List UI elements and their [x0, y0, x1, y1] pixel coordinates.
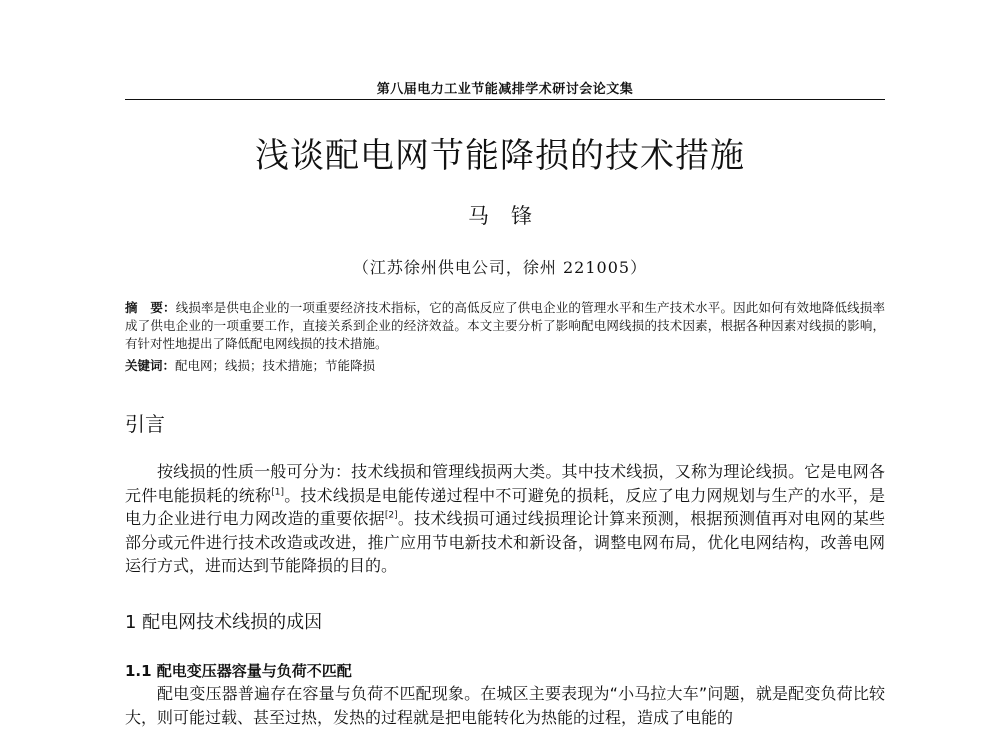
citation-1: [1]: [271, 487, 284, 498]
subsection-1-1-paragraph: 配电变压器普遍存在容量与负荷不匹配现象。在城区主要表现为“小马拉大车”问题，就是配变负荷比较大，则可能过载、甚至过热，发热的过程就是把电能转化为热能的过程，造成了电能的: [125, 684, 885, 727]
abstract-label: 摘 要：: [125, 300, 176, 315]
header-rule: [125, 99, 885, 100]
subsection-1-1-heading: 1.1 配电变压器容量与负荷不匹配: [125, 662, 352, 680]
intro-text-b: 。技术线损是电能传递过程中不可避免的损耗，反应了电力网规划与生产的水平，是电力企业进行电力网改造的重要依据: [125, 485, 885, 528]
intro-text-c: 。技术线损可通过线损理论计算来预测，根据预测值再对电网的某些部分或元件进行技术改造或改进，推广应用节电新技术和新设备，调整电网布局，优化电网结构，改善电网运行方式，进而达到节能降损的目的。: [125, 509, 885, 575]
intro-heading: 引言: [125, 412, 165, 436]
keywords-label: 关键词：: [125, 358, 176, 373]
abstract: [125, 299, 885, 353]
author-affiliation: （江苏徐州供电公司，徐州 221005）: [352, 258, 648, 277]
intro-paragraph: [125, 460, 885, 578]
keywords: [125, 357, 885, 375]
keywords-text: 配电网；线损；技术措施；节能降损: [175, 358, 376, 373]
abstract-text: 线损率是供电企业的一项重要经济技术指标，它的高低反应了供电企业的管理水平和生产技术水平。因此如何有效地降低线损率成了供电企业的一项重要工作，直接关系到企业的经济效益。本文主要分析了影响配电网线损的技术因素，根据各种因素对线损的影响，有针对性地提出了降低配电网线损的技术措施。: [125, 300, 885, 351]
paper-title: 浅谈配电网节能降损的技术措施: [255, 136, 745, 176]
section-1-heading: 1 配电网技术线损的成因: [125, 612, 323, 633]
citation-2: [2]: [384, 510, 398, 521]
author-name: 马锋: [468, 204, 554, 228]
running-head: 第八届电力工业节能减排学术研讨会论文集: [376, 82, 634, 97]
intro-text-a: 按线损的性质一般可分为：技术线损和管理线损两大类。其中技术线损，又称为理论线损。它是电网各元件电能损耗的统称: [125, 462, 885, 505]
